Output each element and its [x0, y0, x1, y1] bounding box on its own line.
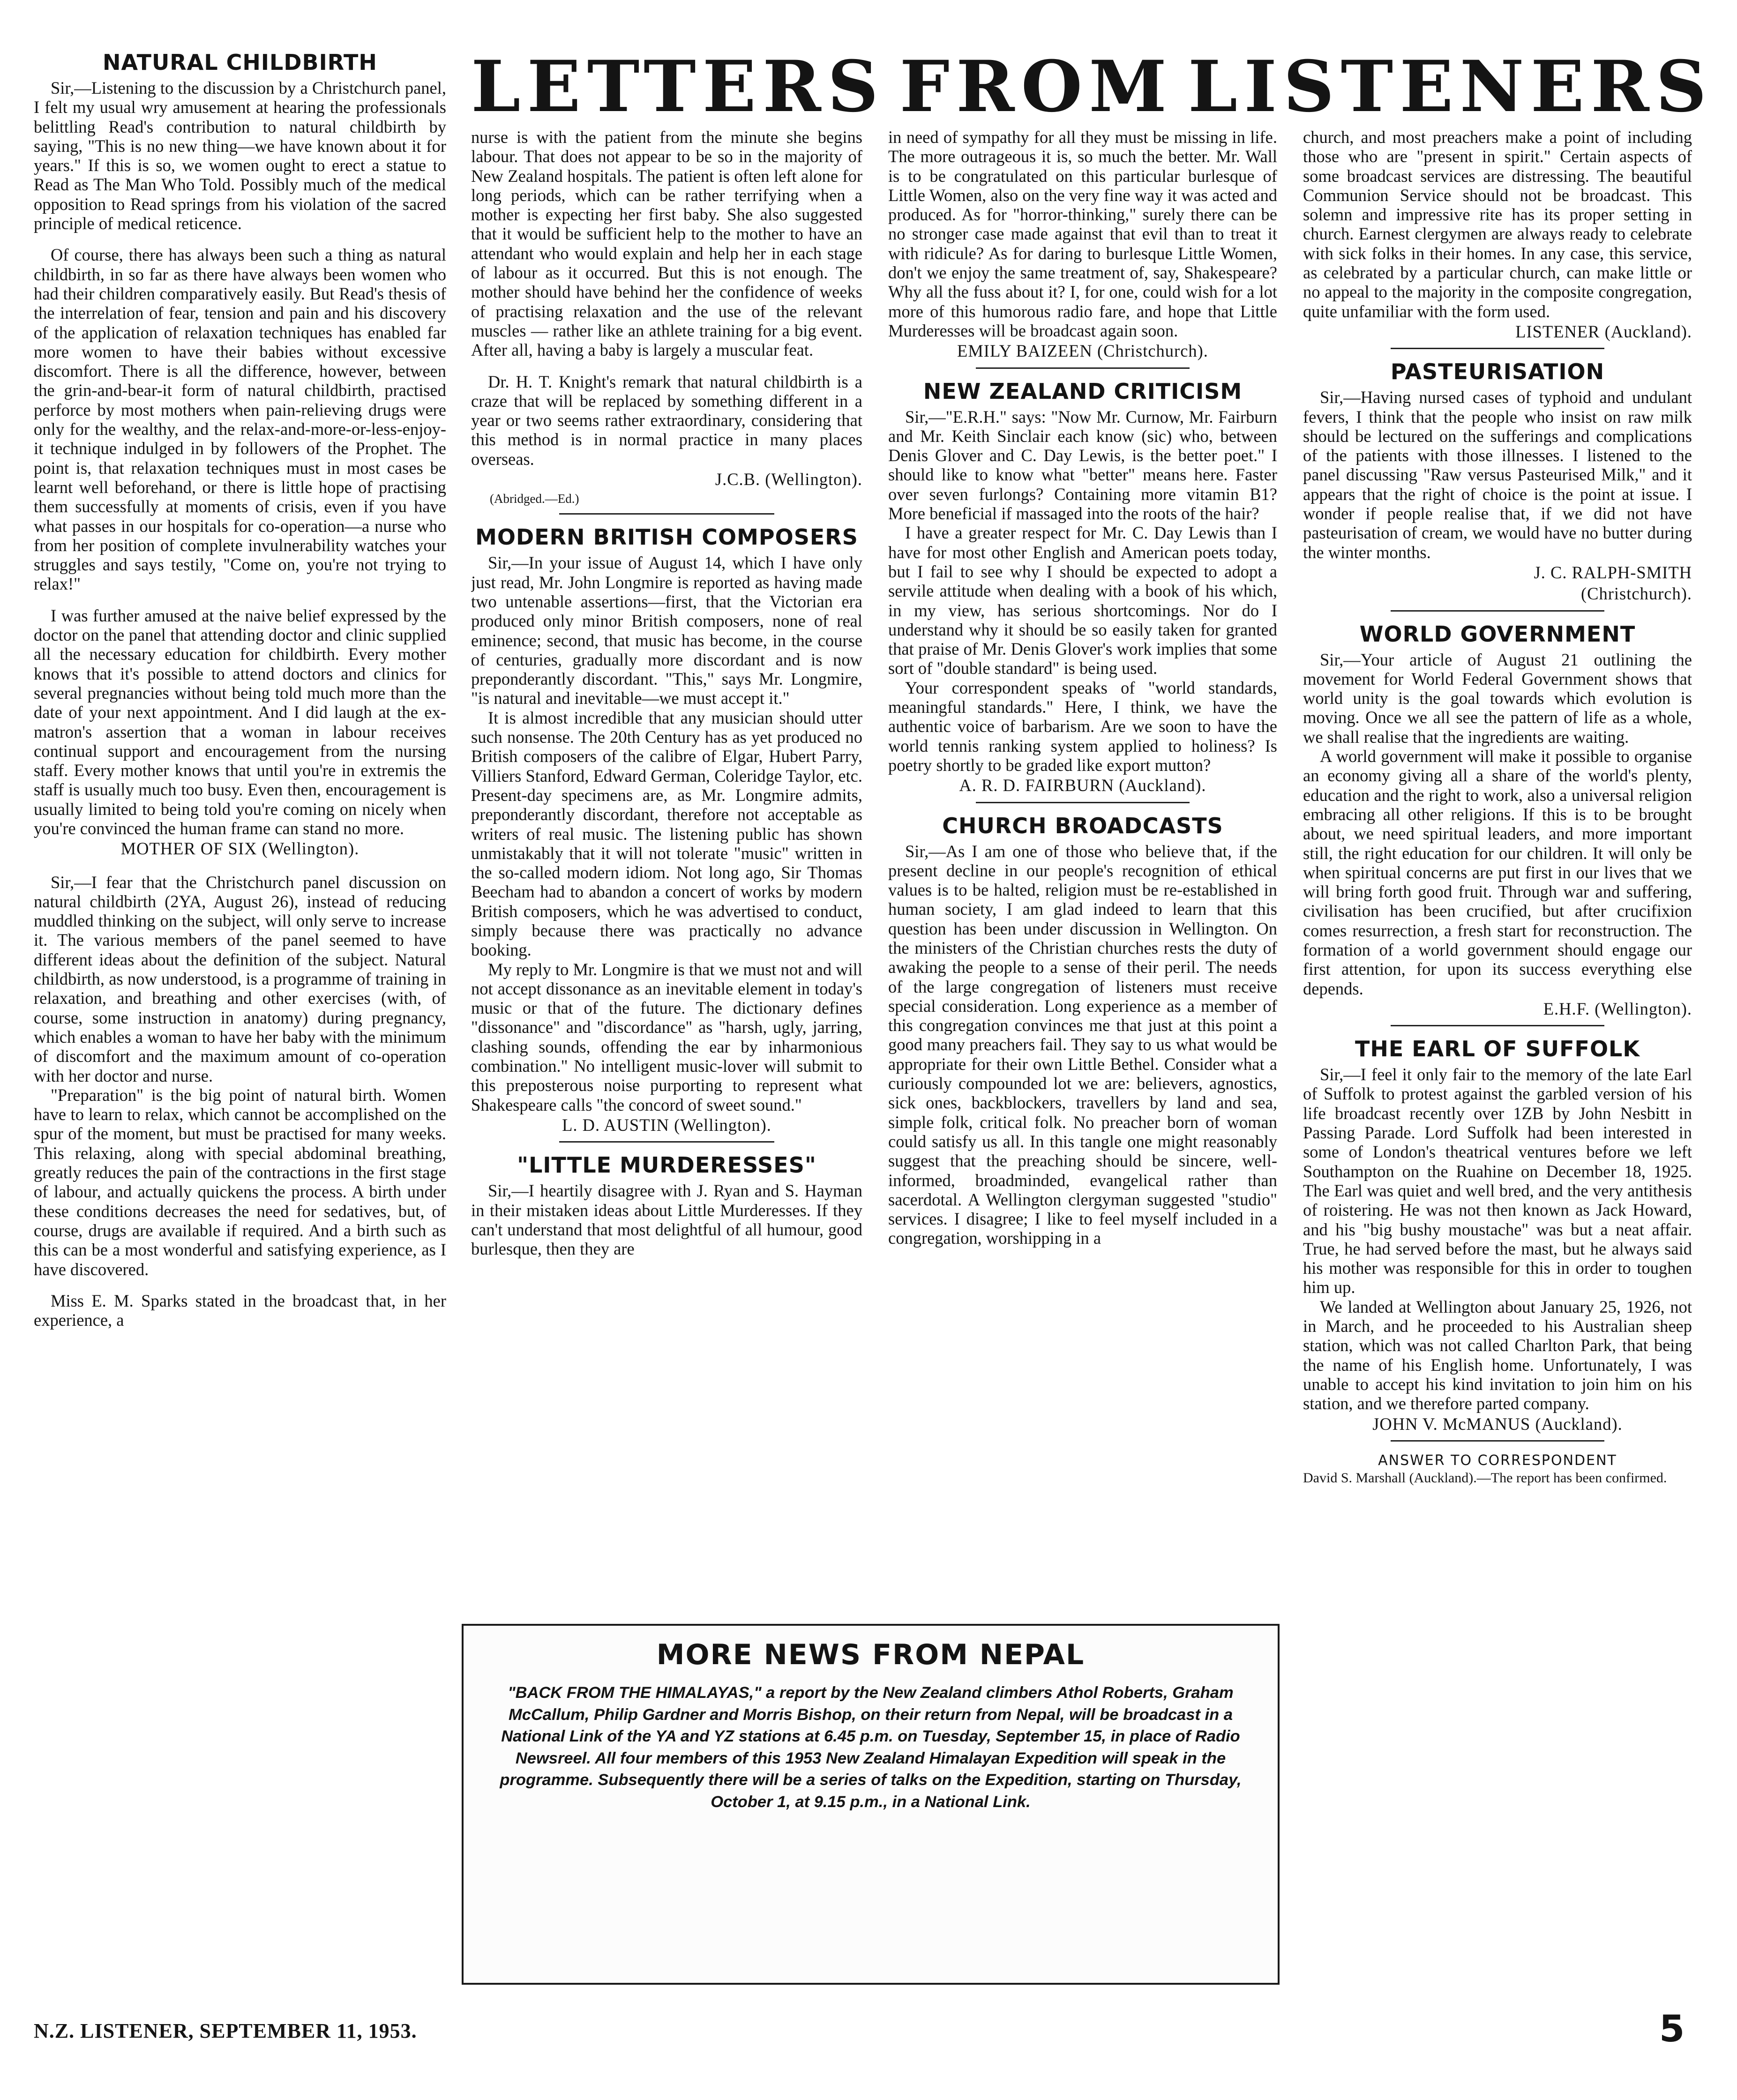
headline-natural-childbirth: NATURAL CHILDBIRTH [103, 50, 377, 75]
section-divider [1391, 1025, 1605, 1026]
letter-paragraph: Sir,—I fear that the Christchurch panel discussion on natural childbirth (2YA, August 26), instead of reducing muddled thinking on the subject, will only serve to increase it. The various members of the panel seemed to have different ideas about the definition of the subject. Natural childbirth, as now understood, is a programme of training in relaxation, and breathing and other exercises (with, of course, some instruction in anatomy) during pregnancy, which enables a woman to have her baby with the minimum of discomfort and the maximum amount of co-operation with her doctor and nurse. [34, 872, 446, 1085]
section-divider [1391, 610, 1605, 612]
letter-paragraph: Dr. H. T. Knight's remark that natural childbirth is a craze that will be replaced by something different in a year or two seems rather extraordinary, considering that this method is in normal practice in many places overseas. [471, 372, 862, 469]
letter-signature: EMILY BAIZEEN (Christchurch). [957, 341, 1208, 361]
masthead-word-from: FROM [899, 45, 1174, 128]
answer-to-correspondent-text: David S. Marshall (Auckland).—The report has been confirmed. [1303, 1470, 1667, 1486]
letter-paragraph: church, and most preachers make a point of including those who are "present in spirit." Certain aspects of some broadcast services are distressing. The beautiful Communion Service should not be broadcast. This solemn and impressive rite has its proper setting in church. Earnest clergymen are always ready to celebrate with sick folks in their homes. In any case, this service, as celebrated by a particular church, can make little or no appeal to the majority in the composite congregation, quite unfamiliar with the form used. [1303, 127, 1692, 321]
letter-paragraph: "Preparation" is the big point of natural birth. Women have to learn to relax, which cannot be accomplished on the spur of the moment, but must be practised for many weeks. This relaxing, along with special abdominal breathing, greatly reduces the pain of the contractions in the first stage of labour, and actually quickens the process. A birth under these conditions decreases the need for sedatives, but, of course, drugs are available if required. And a birth such as this can be a most wonderful and satisfying experience, as I have discovered. [34, 1085, 446, 1279]
section-divider [1391, 1440, 1605, 1442]
letter-signature: LISTENER (Auckland). [1515, 321, 1692, 341]
page-number: 5 [1659, 2008, 1685, 2050]
headline-world-government: WORLD GOVERNMENT [1359, 621, 1636, 647]
letter-paragraph: Sir,—I heartily disagree with J. Ryan and S. Hayman in their mistaken ideas about Little Murderesses. If they can't understand that most delightful of all humour, good burlesque, then they are [471, 1181, 862, 1259]
masthead-word-listeners: LISTENERS [1188, 45, 1713, 128]
letter-signature: J.C.B. (Wellington). [715, 470, 862, 489]
headline-earl-of-suffolk: THE EARL OF SUFFOLK [1355, 1036, 1640, 1062]
section-divider [976, 802, 1190, 803]
letter-paragraph: Miss E. M. Sparks stated in the broadcast that, in her experience, a [34, 1291, 446, 1330]
announcement-body: "BACK FROM THE HIMALAYAS," a report by the New Zealand climbers Athol Roberts, Graham McCallum, Philip Gardner and Morris Bishop, on their return from Nepal, will be broadcast in a National Link of the YA and YZ stations at 6.45 p.m. on Tuesday, September 15, in place of Radio Newsreel. All four members of this 1953 New Zealand Himalayan Expedition will speak in the programme. Subsequently there will be a series of talks on the Expedition, starting on Thursday, October 1, at 9.15 p.m., in a National Link. [500, 1684, 1242, 1811]
letter-paragraph: nurse is with the patient from the minute she begins labour. That does not appear to be so in the majority of New Zealand hospitals. The patient is often left alone for long periods, which can be rather terrifying when a mother is expecting her first baby. She also suggested that it would be sufficient help to the mother to have an attendant who would explain and help her in each stage of labour as it occurred. But this is not enough. The mother should have behind her the confidence of weeks of practising relaxation and the use of the relevant muscles — rather like an athlete training for a big event. After all, having a baby is largely a muscular feat. [471, 127, 862, 360]
announcement-title: MORE NEWS FROM NEPAL [656, 1638, 1085, 1671]
headline-new-zealand-criticism: NEW ZEALAND CRITICISM [923, 378, 1243, 404]
section-divider [1391, 348, 1605, 349]
headline-pasteurisation: PASTEURISATION [1390, 359, 1605, 385]
section-divider [976, 367, 1190, 369]
letter-paragraph: I was further amused at the naive belief expressed by the doctor on the panel that attending doctor and clinic supplied all the necessary education for childbirth. Every mother knows that it's possible to attend doctors and clinics for several pregnancies without being told much more than the date of your next appointment. And I did laugh at the ex-matron's assertion that a woman in labour receives continual support and encouragement from the nursing staff. Every mother knows that until you're in extremis the staff is usually much too busy. Even then, encouragement is usually limited to being told you're coming on nicely when you're convinced the human frame can stand no more. [34, 605, 446, 838]
letter-paragraph: Sir,—As I am one of those who believe that, if the present decline in our people's recognition of ethical values is to be halted, religion must be re-established in human society, I am glad indeed to learn that this question has been under discussion in Wellington. On the ministers of the Christian churches rests the duty of awaking the people to a sense of their peril. The needs of the large congregation of listeners must receive special consideration. Long experience as a member of this congregation convinces me that just at this point a good many preachers fail. They say to us what would be appropriate for their own Little Bethel. Consider what a curiously compounded lot we are: believers, agnostics, sick ones, backblockers, travellers by land and sea, simple folk, critical folk. No preacher born of woman could satisfy us all. In this tangle one might reasonably suggest that the preaching should be sincere, well-informed, broadminded, evangelical rather than sacerdotal. A Wellington clergyman suggested "studio" services. I disagree; I like to feel myself included in a congregation, worshipping in a [888, 841, 1277, 1248]
section-divider [559, 1141, 774, 1143]
letter-signature: MOTHER OF SIX (Wellington). [120, 839, 359, 859]
letter-paragraph: We landed at Wellington about January 25, 1926, not in March, and he proceeded to his Australian sheep station, which was not called Charlton Park, that being the name of his English home. Unfortunately, I was unable to accept his kind invitation to join him on his station, and we therefore parted company. [1303, 1297, 1692, 1413]
letter-signature: E.H.F. (Wellington). [1543, 999, 1692, 1018]
masthead-word-letters: LETTERS [471, 45, 885, 128]
letter-paragraph: I have a greater respect for Mr. C. Day Lewis than I have for most other English and American poets today, but I fail to see why I should be expected to adopt a servile attitude when dealing with a book of his which, in my view, has serious shortcomings. Nor do I understand why it should be so easily taken for granted that praise of Mr. Denis Glover's work implies that some sort of "double standard" is being used. [888, 523, 1277, 678]
letter-paragraph: Sir,—In your issue of August 14, which I have only just read, Mr. John Longmire is reported as having made two untenable assertions—first, that the Victorian era produced only minor British composers, none of real eminence; second, that music has become, in the course of centuries, gradually more discordant and is now preponderantly discordant. "This," says Mr. Longmire, "is natural and inevitable—we must accept it." [471, 553, 862, 708]
issue-footer: N.Z. LISTENER, SEPTEMBER 11, 1953. [34, 2019, 417, 2042]
nepal-announcement-box [462, 1624, 1280, 1985]
letter-signature: JOHN V. McMANUS (Auckland). [1372, 1414, 1623, 1434]
column-2 [471, 127, 862, 1620]
letter-paragraph: Sir,—Having nursed cases of typhoid and undulant fevers, I think that the people who insist on raw milk should be lectured on the sufferings and complications of the patients with those illnesses. I listened to the panel discussing "Raw versus Pasteurised Milk," and it appears that the right of choice is the point at issue. I wonder if people realise that, if we did not have pasteurisation of cream, we would have no butter during the winter months. [1303, 388, 1692, 562]
letter-paragraph: Sir,—"E.R.H." says: "Now Mr. Curnow, Mr. Fairburn and Mr. Keith Sinclair each know (sic) who, between Denis Glover and C. Day Lewis, is the better poet." I should like to know what "better" means here. Faster over seven furlongs? Containing more vitamin B1? More beneficial if massaged into the roots of the hair? [888, 407, 1277, 523]
letter-paragraph: Sir,—Your article of August 21 outlining the movement for World Federal Government shows that world unity is the goal towards which evolution is moving. Once we all see the pattern of life as a whole, we shall realise that the ingredients are waiting. [1303, 650, 1692, 747]
letter-paragraph: It is almost incredible that any musician should utter such nonsense. The 20th Century has as yet produced no British composers of the calibre of Elgar, Hubert Parry, Villiers Stanford, Edward German, Coleridge Taylor, etc. Present-day specimens are, as Mr. Longmire admits, preponderantly discordant, therefore not acceptable as writers of real music. The listening public has shown unmistakably that it will not tolerate "music" written in the so-called modern idiom. Not long ago, Sir Thomas Beecham had to abandon a concert of works by modern British composers, which he was advertised to conduct, simply because there was practically no advance booking. [471, 708, 862, 960]
headline-little-murderesses: "LITTLE MURDERESSES" [517, 1152, 816, 1178]
headline-church-broadcasts: CHURCH BROADCASTS [942, 813, 1223, 838]
letter-paragraph: Sir,—I feel it only fair to the memory of the late Earl of Suffolk to protest against the garbled version of his life broadcast recently over 1ZB by John Nesbitt in Passing Parade. Lord Suffolk had been interested in some of London's theatrical ventures before we left Southampton on the Ruahine on December 18, 1925. The Earl was quiet and well bred, and the very antithesis of roistering. He was not then known as Jack Howard, and his "big bushy moustache" was but a neat affair. True, he had served before the mast, but he always said his mother was responsible for this in order to toughen him up. [1303, 1065, 1692, 1297]
letter-paragraph: in need of sympathy for all they must be missing in life. The more outrageous it is, so much the better. Mr. Wall is to be congratulated on this particular burlesque of Little Women, also on the very fine way it was acted and produced. As for "horror-thinking," surely there can be no stronger case made against that evil than to treat it with ridicule? As for daring to burlesque Little Women, don't we enjoy the same treatment of, say, Shakespeare? Why all the fuss about it? I, for one, could wish for a lot more of this humorous radio fare, and hope that Little Murderesses will be broadcast again soon. [888, 127, 1277, 340]
column-4 [1303, 127, 1692, 2007]
section-divider [559, 513, 774, 515]
letter-signature-location: (Christchurch). [1581, 584, 1692, 604]
column-1 [34, 49, 446, 1961]
editor-note: (Abridged.—Ed.) [490, 492, 579, 506]
letter-signature: J. C. RALPH-SMITH [1534, 562, 1692, 582]
letter-paragraph: A world government will make it possible to organise an economy giving all a share of the world's plenty, education and the right to work, also a universal religion embracing all other religions. If this is to be brought about, we need spiritual leaders, and more important still, the right education for our children. It will only be when spiritual concerns are put first in our lives that we will bring forth good fruit. Through war and suffering, civilisation has been crucified, but after crucifixion comes resurrection, a fresh start for reconstruction. The formation of a world government should engage our first attention, for upon its success everything else depends. [1303, 747, 1692, 998]
letter-signature: L. D. AUSTIN (Wellington). [562, 1115, 771, 1135]
letter-paragraph: Of course, there has always been such a thing as natural childbirth, in so far as there have always been women who had their children comparatively easily. But Read's thesis of the interrelation of fear, tension and pain and his discovery of the application of relaxation techniques has enabled far more women to have their babies without excessive discomfort. There is all the difference, however, between the grin-and-bear-it form of natural childbirth, practised perforce by most mothers when pain-relieving drugs were only for the wealthy, and the relax-and-more-or-less-enjoy-it technique indulged in by followers of the Prophet. The point is, that relaxation techniques must in most cases be learnt well beforehand, or there is little hope of practising them successfully at moments of crisis, even if you have what passes in our hospitals for co-operation—a nurse who from her position of complete invulnerability watches your struggles and says testily, "Come on, you're not trying to relax!" [34, 245, 446, 594]
letter-signature: A. R. D. FAIRBURN (Auckland). [959, 776, 1206, 795]
answer-to-correspondent-heading: ANSWER TO CORRESPONDENT [1378, 1452, 1617, 1469]
letter-paragraph: My reply to Mr. Longmire is that we must not and will not accept dissonance as an inevitable element in today's music or that of the future. The dictionary defines "dissonance" and "discordance" as "harsh, ugly, jarring, clashing sounds, offending the ear by inharmonious combination." No intelligent music-lover will submit to this preposterous noise purporting to represent what Shakespeare calls "the concord of sweet sound." [471, 959, 862, 1114]
letter-paragraph: Your correspondent speaks of "world standards, meaningful standards." Here, I think, we have the authentic voice of barbarism. Are we soon to have the world tennis ranking system applied to holiness? Is poetry shortly to be graded like export mutton? [888, 678, 1277, 775]
page-masthead [471, 45, 1713, 128]
column-3 [888, 127, 1277, 1620]
headline-modern-british-composers: MODERN BRITISH COMPOSERS [475, 524, 858, 550]
letter-paragraph: Sir,—Listening to the discussion by a Christchurch panel, I felt my usual wry amusement at hearing the professionals belittling Read's contribution to natural childbirth by saying, "This is no new thing—we have known about it for years." If this is so, we women ought to erect a statue to Read as The Man Who Told. Possibly much of the medical opposition to Read springs from his violation of the sacred principle of medical reticence. [34, 78, 446, 233]
